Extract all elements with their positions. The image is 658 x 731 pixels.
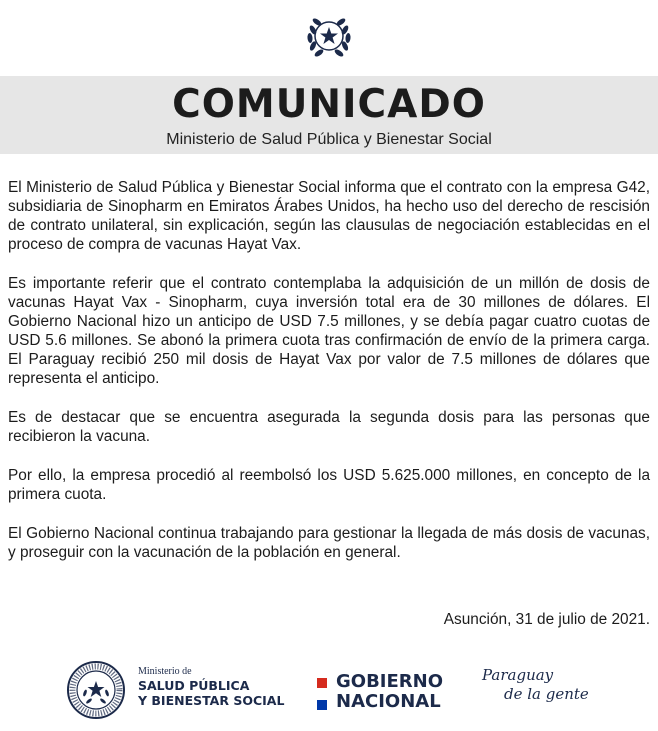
ministry-name-line1: SALUD PÚBLICA (138, 678, 250, 693)
paragraph: Es de destacar que se encuentra asegurada la segunda dosis para las personas que recibieron la vacuna. (8, 409, 650, 445)
statement-body (8, 178, 650, 582)
government-logo-text (336, 672, 443, 712)
ministry-small-label: Ministerio de (138, 666, 192, 677)
ministry-name-line2: Y BIENESTAR SOCIAL (138, 693, 285, 708)
page-title: COMUNICADO (172, 82, 486, 127)
page-subtitle: Ministerio de Salud Pública y Bienestar Social (166, 131, 492, 148)
paragraph: El Gobierno Nacional continua trabajando para gestionar la llegada de más dosis de vacunas, y proseguir con la vacunación de la población en general. (8, 525, 650, 561)
slogan-line1: Paraguay (482, 666, 554, 684)
national-seal-icon (301, 8, 357, 64)
ministry-seal-icon (66, 660, 126, 720)
slogan-line2: de la gente (504, 685, 589, 703)
paragraph: El Ministerio de Salud Pública y Bienestar Social informa que el contrato con la empresa G42, subsidiaria de Sinopharm en Emiratos Árabes Unidos, ha hecho uso del derecho de rescisión de contrato unilateral, sin explicación, según las clausulas de negociación establecidas en el proceso de compra de vacunas Hayat Vax. (8, 179, 650, 253)
header-banner (0, 76, 658, 154)
flag-bars-icon (317, 678, 327, 710)
paragraph: Es importante referir que el contrato contemplaba la adquisición de un millón de dosis de vacunas Hayat Vax - Sinopharm, cuya inversión total era de 30 millones de dólares. El Gobierno Nacional hizo un anticipo de USD 7.5 millones, y se debía pagar cuatro cuotas de USD 5.6 millones. Se abonó la primera cuota tras confirmación de envío de la primera carga. El Paraguay recibió 250 mil dosis de Hayat Vax por valor de 7.5 millones de dólares que representa el anticipo. (8, 275, 650, 387)
footer-logos (0, 656, 658, 726)
gov-line1: GOBIERNO (336, 671, 444, 692)
paragraph: Por ello, la empresa procedió al reembolsó los USD 5.625.000 millones, en concepto de la primera cuota. (8, 467, 650, 503)
gov-line2: NACIONAL (336, 691, 441, 712)
date-line: Asunción, 31 de julio de 2021. (443, 611, 650, 628)
ministry-logo-text (138, 666, 284, 708)
slogan-logo (482, 666, 592, 704)
